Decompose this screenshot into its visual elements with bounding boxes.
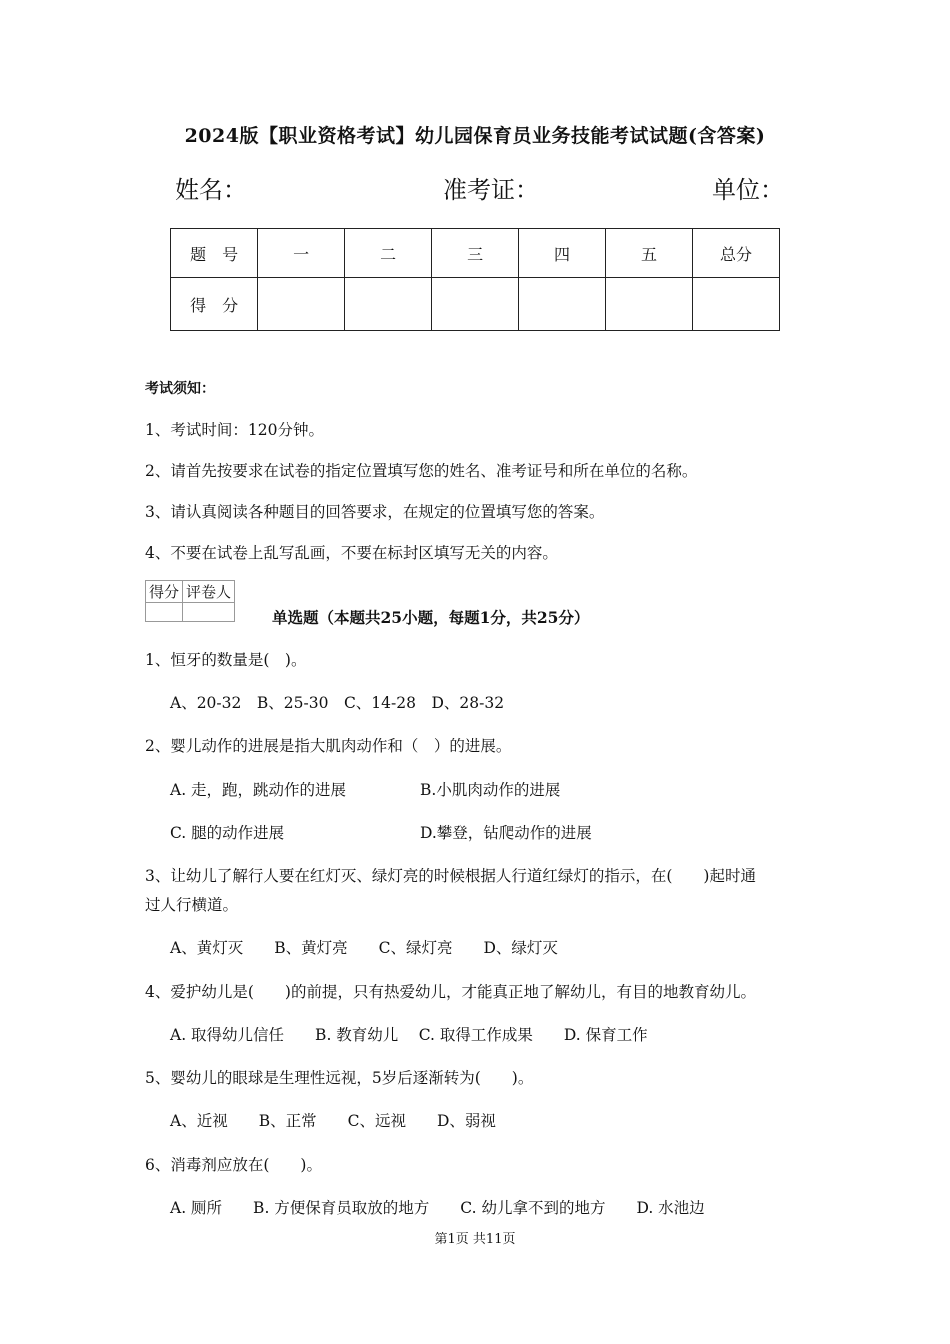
notice-item: 2、请首先按要求在试卷的指定位置填写您的姓名、准考证号和所在单位的名称。 — [145, 462, 698, 480]
exam-id-field-label: 准考证： — [443, 176, 539, 204]
notice-item: 1、考试时间：120分钟。 — [145, 421, 324, 439]
question-option: A. 走，跑，跳动作的进展 — [170, 781, 347, 799]
question-option: C. 腿的动作进展 — [170, 824, 285, 842]
notice-item: 3、请认真阅读各种题目的回答要求，在规定的位置填写您的答案。 — [145, 503, 605, 521]
score-cell[interactable] — [606, 278, 693, 331]
unit-field-label: 单位： — [712, 176, 784, 204]
score-table-header-cell: 四 — [519, 229, 606, 278]
question-stem: 1、恒牙的数量是( )。 — [145, 651, 307, 669]
score-cell[interactable] — [692, 278, 779, 331]
question-options: A、20-32 B、25-30 C、14-28 D、28-32 — [170, 694, 505, 712]
question-stem: 6、消毒剂应放在( )。 — [145, 1156, 322, 1174]
question-stem-continued: 过人行横道。 — [145, 896, 239, 914]
score-table-header-cell: 题 号 — [171, 229, 258, 278]
page-title: 2024版【职业资格考试】幼儿园保育员业务技能考试试题(含答案) — [184, 125, 766, 147]
question-stem: 2、婴儿动作的进展是指大肌肉动作和（ ）的进展。 — [145, 737, 512, 755]
question-option: D.攀登，钻爬动作的进展 — [420, 824, 592, 842]
score-table — [170, 228, 780, 331]
score-table-score-row — [171, 278, 780, 331]
score-table-header-cell: 二 — [345, 229, 432, 278]
page-footer: 第1页 共11页 — [434, 1232, 516, 1247]
question-options: A. 厕所 B. 方便保育员取放的地方 C. 幼儿拿不到的地方 D. 水池边 — [170, 1199, 705, 1217]
score-table-header-row — [171, 229, 780, 278]
score-cell[interactable] — [258, 278, 345, 331]
score-table-header-cell: 三 — [432, 229, 519, 278]
question-stem: 5、婴幼儿的眼球是生理性远视，5岁后逐渐转为( )。 — [145, 1069, 534, 1087]
question-options: A、近视 B、正常 C、远视 D、弱视 — [170, 1112, 496, 1130]
score-cell[interactable] — [345, 278, 432, 331]
score-row-label: 得 分 — [171, 278, 258, 331]
name-field-label: 姓名： — [175, 176, 247, 204]
score-cell[interactable] — [519, 278, 606, 331]
score-cell[interactable] — [432, 278, 519, 331]
grader-score-cell[interactable] — [146, 603, 183, 622]
section-title: 单选题（本题共25小题，每题1分，共25分） — [272, 608, 590, 627]
question-options: A、黄灯灭 B、黄灯亮 C、绿灯亮 D、绿灯灭 — [170, 939, 558, 957]
grader-name-label: 评卷人 — [183, 581, 235, 603]
score-table-header-cell: 五 — [606, 229, 693, 278]
notice-item: 4、不要在试卷上乱写乱画，不要在标封区填写无关的内容。 — [145, 544, 558, 562]
grader-box — [145, 580, 235, 622]
grader-name-cell[interactable] — [183, 603, 235, 622]
notice-heading: 考试须知： — [145, 381, 215, 397]
question-option: B.小肌肉动作的进展 — [420, 781, 561, 799]
grader-score-label: 得分 — [146, 581, 183, 603]
question-stem: 3、让幼儿了解行人要在红灯灭、绿灯亮的时候根据人行道红绿灯的指示，在( )起时通 — [145, 867, 756, 885]
score-table-header-cell: 一 — [258, 229, 345, 278]
score-table-header-cell: 总分 — [692, 229, 779, 278]
question-stem: 4、爱护幼儿是( )的前提，只有热爱幼儿，才能真正地了解幼儿，有目的地教育幼儿。 — [145, 983, 756, 1001]
question-options: A. 取得幼儿信任 B. 教育幼儿 C. 取得工作成果 D. 保育工作 — [170, 1026, 648, 1044]
